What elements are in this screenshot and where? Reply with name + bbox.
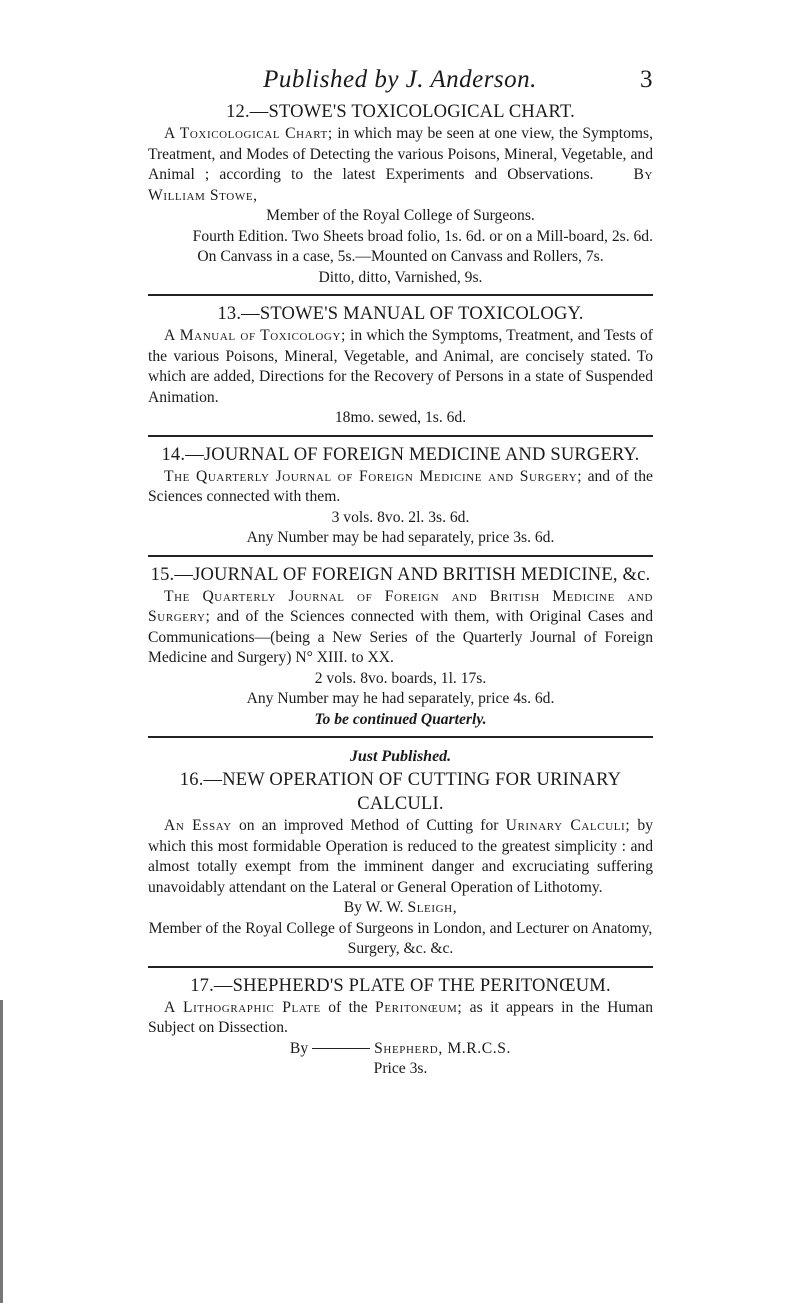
description-text: and of the Sciences connected with them.: [148, 467, 653, 505]
price-line: 3 vols. 8vo. 2l. 3s. 6d.: [331, 508, 470, 526]
entry-description: [148, 587, 653, 669]
lead-phrase: A Toxicological Chart;: [164, 125, 333, 142]
description-text: and of the Sciences connected with them, with Original Cases and Communications—(being a New Series of the Quarterly Journal of Foreign Medicine and Surgery) N° XIII. to XX.: [148, 608, 653, 666]
subject-phrase: Peritonœum;: [375, 998, 463, 1016]
author-role: Member of the Royal College of Surgeons.: [266, 207, 535, 224]
entry-17: [148, 974, 653, 1080]
divider-rule: [148, 966, 653, 968]
entry-description: [148, 816, 653, 898]
entry-description: [148, 467, 653, 508]
page-number: 3: [640, 66, 653, 93]
price-line: Any Number may be had separately, price 3s. 6d.: [246, 529, 555, 546]
header-title: Published by J. Anderson.: [263, 66, 537, 93]
author-prefix: By W. W.: [343, 899, 408, 916]
description-text: as it appears in the Human Subject on Dissection.: [148, 998, 653, 1036]
lead-phrase: A Lithographic Plate: [164, 998, 321, 1016]
divider-rule: [148, 555, 653, 557]
lead-phrase: A Manual of Toxicology;: [164, 327, 346, 344]
divider-rule: [148, 435, 653, 437]
price-line: Price 3s.: [373, 1060, 428, 1077]
entry-13: [148, 302, 653, 429]
catalogue-column: [148, 100, 653, 1080]
lead-phrase: An Essay: [164, 817, 232, 834]
entry-description: [148, 124, 653, 206]
description-text: in which may be seen at one view, the Symptoms, Treatment, and Modes of Detecting the various Poisons, Mineral, Vegetable, and Animal ; according to the latest Experiments and Observations.: [148, 125, 653, 183]
price-line: On Canvass in a case, 5s.—Mounted on Canvass and Rollers, 7s.: [197, 248, 604, 265]
price-line: 2 vols. 8vo. boards, 1l. 17s.: [314, 669, 487, 687]
entry-description: [148, 998, 653, 1039]
entry-14: [148, 443, 653, 549]
description-text: by which this most formidable Operation is reduced to the greatest simplicity : and almost totally exempt from the imminent danger and excruciating suffering unavoidably attendant on the Lateral or General Operation of Lithotomy.: [148, 817, 653, 896]
author-name: Sleigh,: [407, 899, 458, 916]
price-line: 18mo. sewed, 1s. 6d.: [334, 409, 467, 426]
description-text-mid: on an improved Method of Cutting for: [231, 817, 506, 834]
author-line: [148, 1039, 653, 1060]
entry-title: 17.—SHEPHERD'S PLATE OF THE PERITONŒUM.: [190, 975, 611, 996]
entry-15: [148, 563, 653, 731]
entry-title: 15.—JOURNAL OF FOREIGN AND BRITISH MEDICINE, &c.: [150, 564, 651, 585]
just-published-label: Just Published.: [349, 748, 452, 765]
author-name: William Stowe,: [148, 186, 258, 204]
description-text: in which the Symptoms, Treatment, and Tests of the various Poisons, Mineral, Vegetable, and Animal, are concisely stated. To which are added, Directions for the Recovery of Persons in a state of Suspended Animation.: [148, 327, 653, 406]
author-prefix: By: [289, 1039, 309, 1057]
continuation-note: To be continued Quarterly.: [314, 710, 487, 728]
author-role: Member of the Royal College of Surgeons in London, and Lecturer on Anatomy, Surgery, &c. &c.: [148, 919, 653, 957]
description-text-mid: of the: [320, 998, 376, 1016]
entry-title: 14.—JOURNAL OF FOREIGN MEDICINE AND SURGERY.: [161, 444, 640, 465]
author-prefix: By: [633, 166, 653, 183]
divider-rule: [148, 294, 653, 296]
lead-phrase: The Quarterly Journal of Foreign and British Medicine and Surgery;: [148, 587, 653, 625]
subject-phrase: Urinary Calculi;: [505, 817, 631, 834]
running-header: [0, 66, 800, 94]
entry-title: 16.—NEW OPERATION OF CUTTING FOR URINARY: [179, 770, 622, 790]
entry-title: 12.—STOWE'S TOXICOLOGICAL CHART.: [226, 102, 575, 122]
page-edge-shadow: [0, 1000, 3, 1303]
price-line: Fourth Edition. Two Sheets broad folio, 1s. 6d. or on a Mill-board, 2s. 6d.: [192, 227, 653, 245]
author-line: [148, 898, 653, 919]
entry-title: 13.—STOWE'S MANUAL OF TOXICOLOGY.: [217, 304, 584, 324]
price-line: Any Number may he had separately, price 4s. 6d.: [246, 690, 555, 707]
entry-16: [148, 748, 653, 960]
entry-description: [148, 326, 653, 408]
entry-12: [148, 100, 653, 288]
price-line: Ditto, ditto, Varnished, 9s.: [318, 268, 483, 286]
divider-rule: [148, 736, 653, 738]
author-name: Shepherd, M.R.C.S.: [374, 1039, 512, 1057]
entry-title-continued: CALCULI.: [357, 794, 444, 814]
lead-phrase: The Quarterly Journal of Foreign Medicine and Surgery;: [164, 467, 583, 485]
blank-dash: [312, 1048, 370, 1049]
